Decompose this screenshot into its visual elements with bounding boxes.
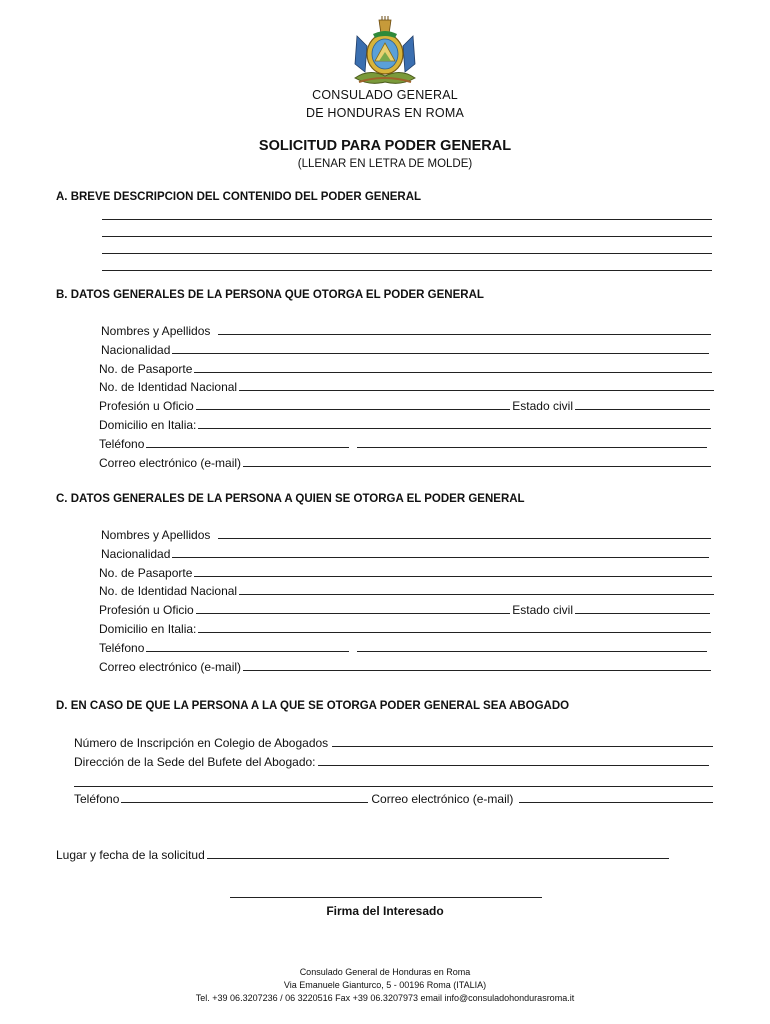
honduras-coat-of-arms [349,16,421,88]
grantor-profession-field[interactable] [196,409,511,410]
grantee-id-field[interactable] [239,594,714,595]
grantee-profession-field[interactable] [196,613,511,614]
grantor-email-row [99,456,711,470]
section-d-heading: D. EN CASO DE QUE LA PERSONA A LA QUE SE OTORGA PODER GENERAL SEA ABOGADO [56,700,570,712]
grantor-phone-field-2[interactable] [357,447,707,448]
grantor-civil-status-label: Estado civil [512,399,573,413]
grantor-name-field[interactable] [218,334,711,335]
signature-line[interactable] [230,897,542,898]
grantor-nationality-row [101,343,709,357]
grantor-passport-row [99,362,712,376]
footer-line-2: Via Emanuele Gianturco, 5 - 00196 Roma (ITALIA) [283,980,487,990]
grantee-email-field[interactable] [243,670,711,671]
grantor-id-field[interactable] [239,390,714,391]
lawyer-registration-field[interactable] [332,746,713,747]
grantor-id-row [99,380,714,394]
grantee-nationality-field[interactable] [172,557,709,558]
grantee-phone-field-2[interactable] [357,651,707,652]
signature-label: Firma del Interesado [326,904,444,918]
grantor-domicile-label: Domicilio en Italia: [99,418,197,432]
grantee-domicile-row [99,622,711,636]
grantor-domicile-field[interactable] [198,428,711,429]
lawyer-phone-label: Teléfono [74,792,120,806]
document-subtitle: (LLENAR EN LETRA DE MOLDE) [297,158,473,170]
description-line-2[interactable] [102,236,712,237]
lawyer-email-label: Correo electrónico (e-mail) [371,792,514,806]
grantee-profession-label: Profesión u Oficio [99,603,194,617]
grantor-name-row [101,324,711,338]
description-line-1[interactable] [102,219,712,220]
grantee-domicile-label: Domicilio en Italia: [99,622,197,636]
description-line-3[interactable] [102,253,712,254]
place-date-row [56,848,669,862]
grantor-email-label: Correo electrónico (e-mail) [99,456,242,470]
grantor-name-label: Nombres y Apellidos [101,324,211,338]
grantor-nationality-field[interactable] [172,353,709,354]
lawyer-contact-row [74,792,713,806]
lawyer-registration-row [74,736,713,750]
lawyer-registration-label: Número de Inscripción en Colegio de Abogados [74,736,329,750]
grantor-profession-row [99,399,710,413]
consulate-name-line1: CONSULADO GENERAL [312,88,458,102]
grantor-id-label: No. de Identidad Nacional [99,380,238,394]
grantee-passport-label: No. de Pasaporte [99,566,193,580]
footer-line-3: Tel. +39 06.3207236 / 06 3220516 Fax +39 06.3207973 email info@consuladohondurasroma.it [195,993,575,1003]
lawyer-office-row [74,755,709,769]
grantee-civil-status-label: Estado civil [512,603,573,617]
place-date-label: Lugar y fecha de la solicitud [56,848,205,862]
grantee-name-label: Nombres y Apellidos [101,528,211,542]
grantee-name-row [101,528,711,542]
consulate-name-line2: DE HONDURAS EN ROMA [306,106,464,120]
grantor-civil-status-field[interactable] [575,409,710,410]
grantee-id-row [99,584,714,598]
place-date-field[interactable] [207,858,669,859]
grantor-domicile-row [99,418,711,432]
grantee-id-label: No. de Identidad Nacional [99,584,238,598]
grantee-passport-row [99,566,712,580]
grantee-nationality-label: Nacionalidad [101,547,171,561]
section-a-heading: A. BREVE DESCRIPCION DEL CONTENIDO DEL PODER GENERAL [56,191,422,203]
grantee-passport-field[interactable] [194,576,712,577]
section-c-heading: C. DATOS GENERALES DE LA PERSONA A QUIEN SE OTORGA EL PODER GENERAL [56,493,525,505]
grantee-civil-status-field[interactable] [575,613,710,614]
footer-line-1: Consulado General de Honduras en Roma [299,967,471,977]
grantee-phone-field[interactable] [146,651,349,652]
lawyer-email-field[interactable] [519,802,713,803]
lawyer-phone-field[interactable] [121,802,368,803]
grantor-phone-row [99,437,707,451]
lawyer-office-label: Dirección de la Sede del Bufete del Abogado: [74,755,316,769]
grantor-phone-label: Teléfono [99,437,145,451]
grantee-phone-row [99,641,707,655]
lawyer-office-field[interactable] [318,765,709,766]
grantee-email-label: Correo electrónico (e-mail) [99,660,242,674]
grantee-nationality-row [101,547,709,561]
lawyer-office-field-2[interactable] [74,786,713,787]
grantor-email-field[interactable] [243,466,711,467]
grantor-nationality-label: Nacionalidad [101,343,171,357]
description-line-4[interactable] [102,270,712,271]
document-title: SOLICITUD PARA PODER GENERAL [258,138,512,154]
grantee-phone-label: Teléfono [99,641,145,655]
grantor-phone-field[interactable] [146,447,349,448]
grantee-profession-row [99,603,710,617]
grantee-name-field[interactable] [218,538,711,539]
grantee-domicile-field[interactable] [198,632,711,633]
grantor-passport-field[interactable] [194,372,712,373]
grantor-passport-label: No. de Pasaporte [99,362,193,376]
grantor-profession-label: Profesión u Oficio [99,399,194,413]
grantee-email-row [99,660,711,674]
section-b-heading: B. DATOS GENERALES DE LA PERSONA QUE OTORGA EL PODER GENERAL [56,289,484,301]
